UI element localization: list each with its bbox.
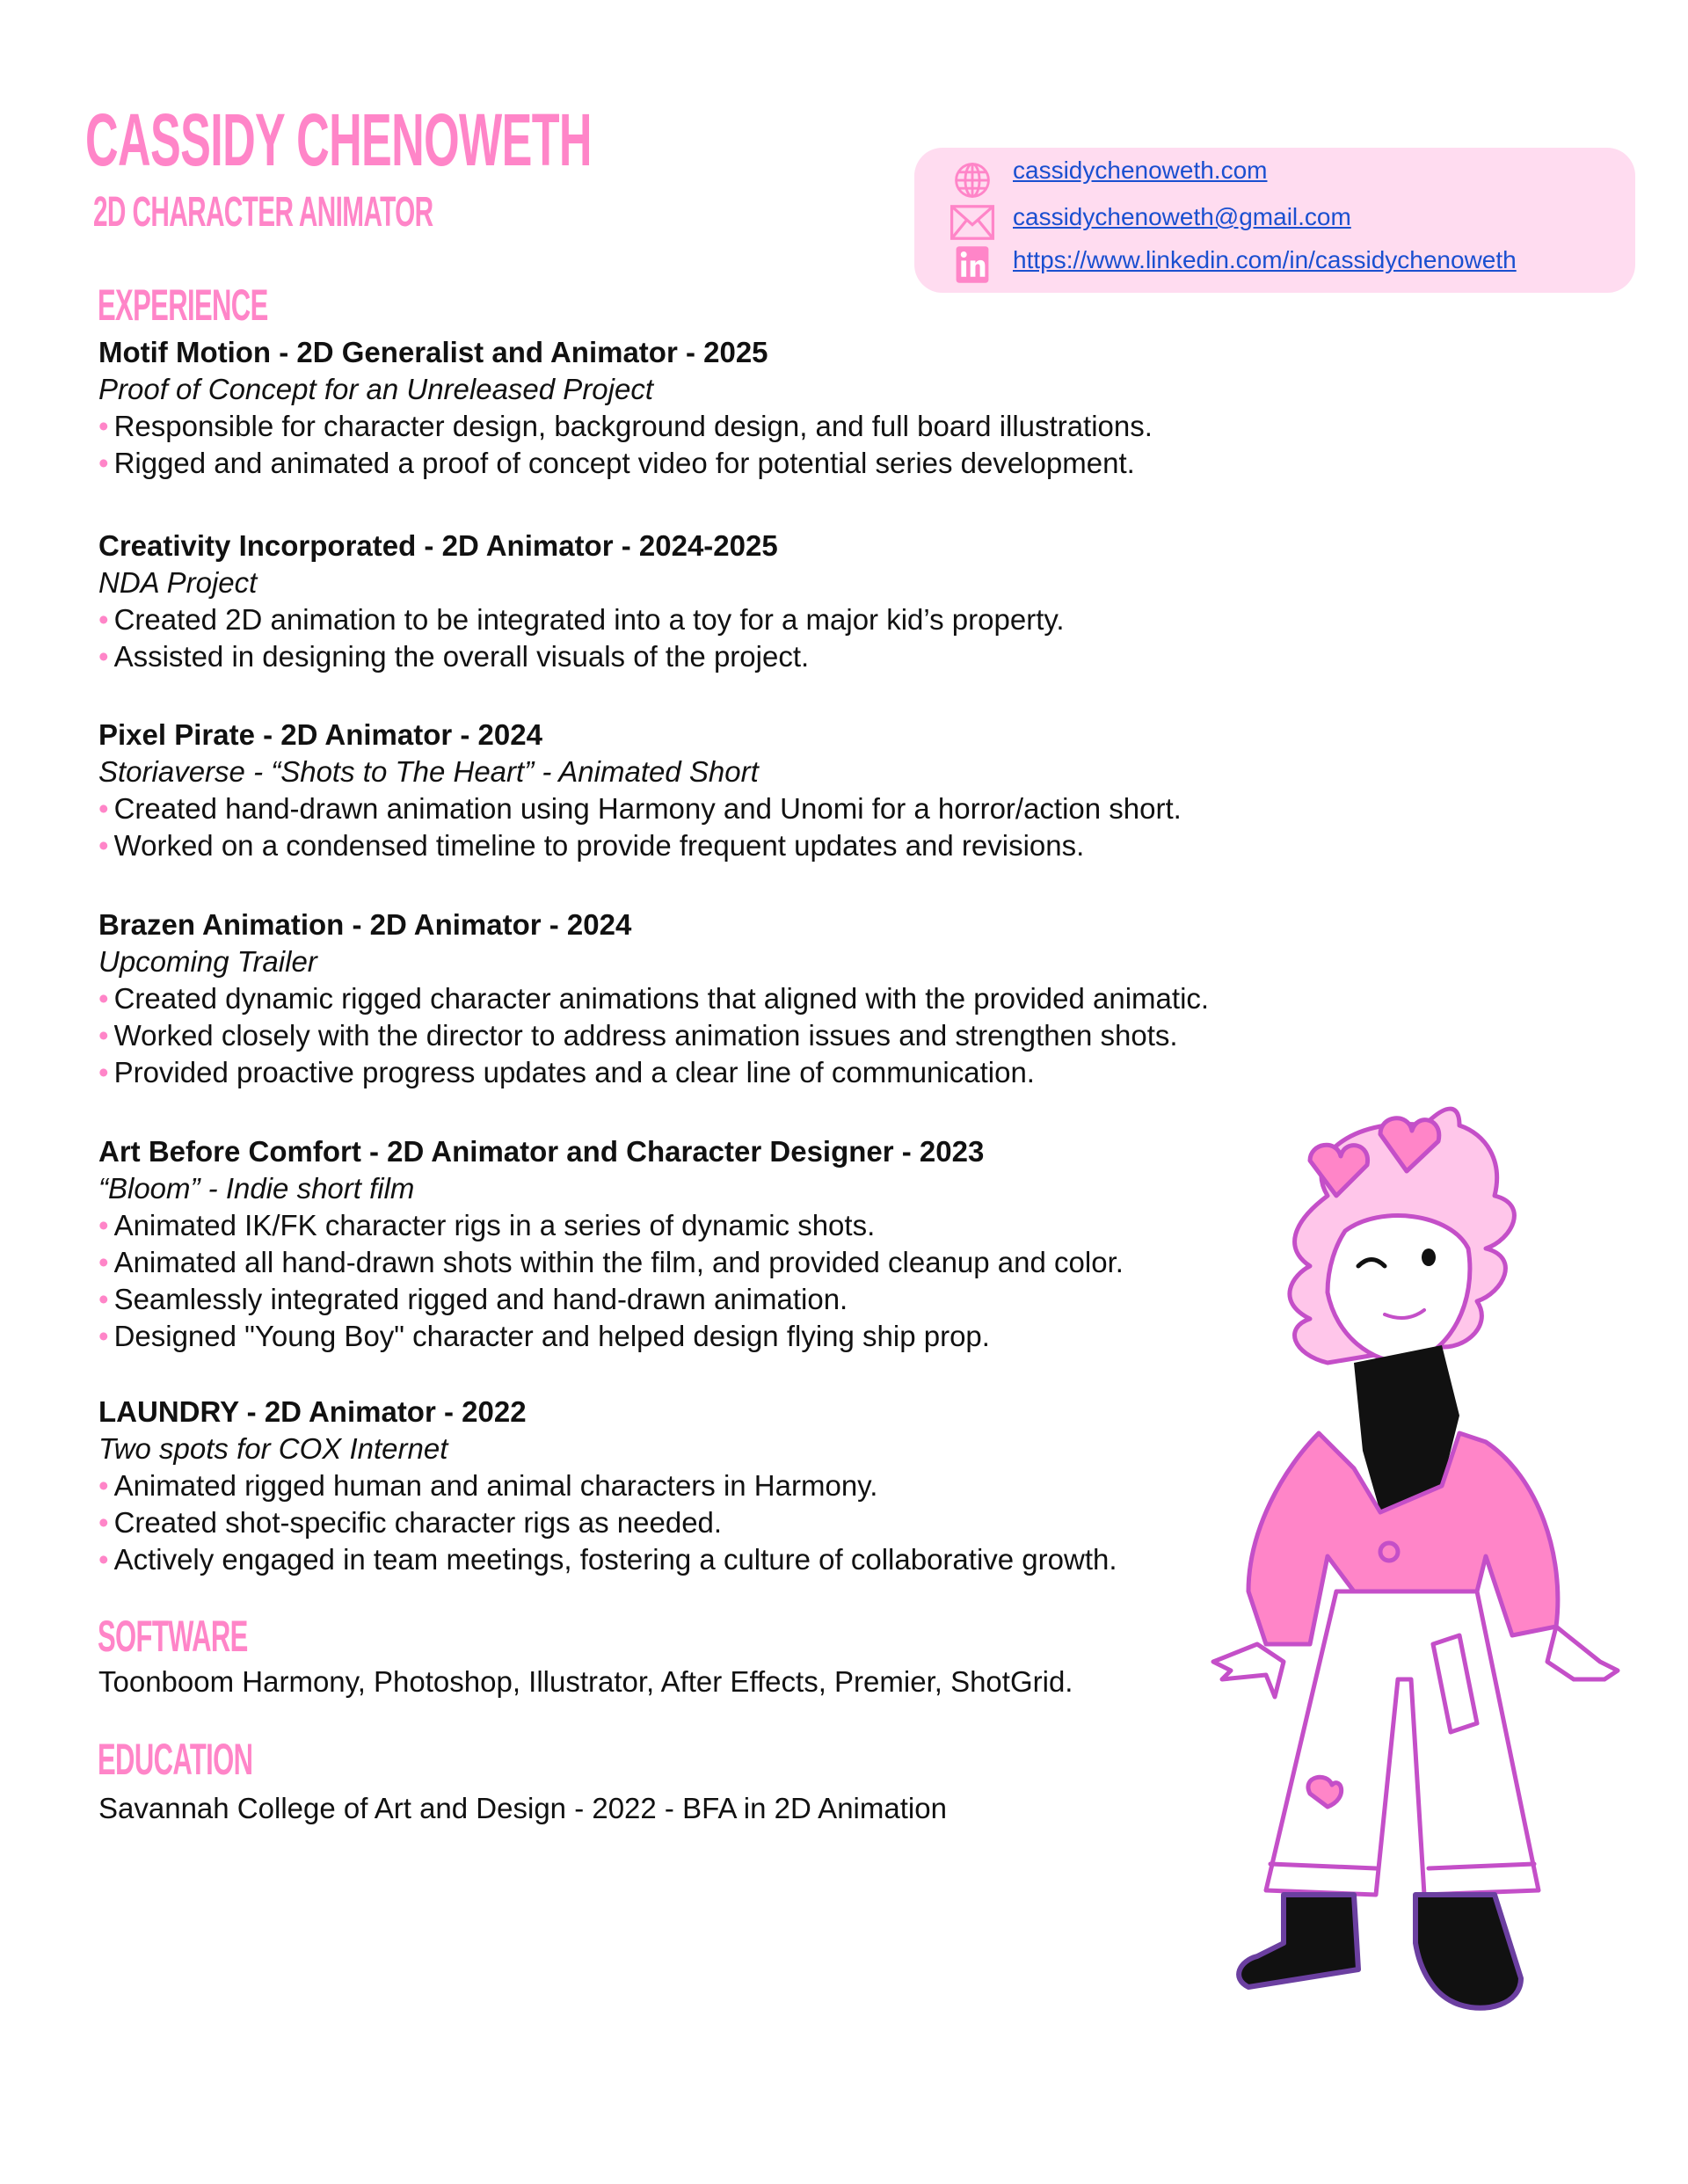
left-boot — [1239, 1895, 1358, 1987]
linkedin-link[interactable]: https://www.linkedin.com/in/cassidychenoweth — [1013, 246, 1517, 273]
right-boot — [1415, 1895, 1521, 2008]
email-link[interactable]: cassidychenoweth@gmail.com — [1013, 203, 1351, 230]
bullet-dot: • — [98, 1543, 109, 1576]
globe-icon — [950, 160, 995, 200]
job-project: “Bloom” - Indie short film — [98, 1172, 415, 1205]
job-project: Storiaverse - “Shots to The Heart” - Animated Short — [98, 755, 759, 788]
job-bullet: • Actively engaged in team meetings, fostering a culture of collaborative growth. — [98, 1543, 1117, 1576]
job-project: Proof of Concept for an Unreleased Project — [98, 373, 654, 405]
job-project: NDA Project — [98, 566, 258, 599]
job-bullet: • Created shot-specific character rigs as needed. — [98, 1506, 723, 1539]
contact-linkedin-row — [950, 244, 995, 285]
experience-entry — [98, 717, 1182, 864]
right-hand — [1547, 1627, 1618, 1679]
experience-entry — [98, 1133, 1124, 1355]
job-bullet: • Assisted in designing the overall visuals of the project. — [98, 640, 810, 673]
linkedin-icon — [950, 244, 995, 285]
bullet-dot: • — [98, 1320, 109, 1352]
character-illustration — [1196, 1099, 1626, 2093]
website-link[interactable]: cassidychenoweth.com — [1013, 157, 1268, 184]
contact-website-row — [950, 160, 995, 200]
job-bullet: • Seamlessly integrated rigged and hand-drawn animation. — [98, 1283, 848, 1315]
experience-entry — [98, 1394, 1117, 1578]
software-list: Toonboom Harmony, Photoshop, Illustrator, After Effects, Premier, ShotGrid. — [98, 1665, 1073, 1698]
bullet-dot: • — [98, 1469, 109, 1502]
job-bullet: • Provided proactive progress updates and a clear line of communication. — [98, 1056, 1035, 1088]
bullet-dot: • — [98, 447, 109, 479]
candidate-role: 2D CHARACTER ANIMATOR — [93, 189, 433, 236]
job-title: LAUNDRY - 2D Animator - 2022 — [98, 1395, 527, 1428]
job-project: Two spots for COX Internet — [98, 1432, 448, 1465]
mail-icon — [950, 202, 995, 243]
job-bullet: • Created 2D animation to be integrated into a toy for a major kid’s property. — [98, 603, 1065, 636]
job-bullet: • Rigged and animated a proof of concept video for potential series development. — [98, 447, 1135, 479]
education-entry: Savannah College of Art and Design - 2022 - BFA in 2D Animation — [98, 1792, 947, 1824]
candidate-name: CASSIDY CHENOWETH — [85, 98, 592, 181]
job-bullet: • Worked on a condensed timeline to provide frequent updates and revisions. — [98, 829, 1085, 862]
job-bullet: • Created hand-drawn animation using Harmony and Unomi for a horror/action short. — [98, 792, 1182, 825]
job-bullet: • Responsible for character design, background design, and full board illustrations. — [98, 410, 1153, 442]
bullet-dot: • — [98, 640, 109, 673]
bullet-dot: • — [98, 792, 109, 825]
experience-entry — [98, 334, 1153, 482]
job-title: Motif Motion - 2D Generalist and Animator - 2025 — [98, 336, 768, 368]
bullet-dot: • — [98, 603, 109, 636]
bullet-dot: • — [98, 1246, 109, 1278]
job-bullet: • Worked closely with the director to address animation issues and strengthen shots. — [98, 1019, 1178, 1052]
experience-entry — [98, 906, 1209, 1091]
job-title: Pixel Pirate - 2D Animator - 2024 — [98, 718, 542, 751]
bullet-dot: • — [98, 1019, 109, 1052]
job-bullet: • Animated rigged human and animal characters in Harmony. — [98, 1469, 878, 1502]
section-title-education: EDUCATION — [98, 1735, 253, 1784]
job-project: Upcoming Trailer — [98, 945, 317, 978]
job-bullet: • Animated IK/FK character rigs in a series of dynamic shots. — [98, 1209, 876, 1241]
section-title-software: SOFTWARE — [98, 1612, 248, 1661]
bullet-dot: • — [98, 982, 109, 1015]
job-bullet: • Created dynamic rigged character animations that aligned with the provided animatic. — [98, 982, 1210, 1015]
left-hand — [1213, 1644, 1284, 1697]
job-bullet: • Animated all hand-drawn shots within the film, and provided cleanup and color. — [98, 1246, 1124, 1278]
job-bullet: • Designed "Young Boy" character and helped design flying ship prop. — [98, 1320, 990, 1352]
contact-box — [914, 148, 1635, 293]
job-title: Art Before Comfort - 2D Animator and Character Designer - 2023 — [98, 1135, 985, 1168]
experience-entry — [98, 528, 1065, 675]
bullet-dot: • — [98, 410, 109, 442]
bullet-dot: • — [98, 829, 109, 862]
job-title: Brazen Animation - 2D Animator - 2024 — [98, 908, 632, 941]
job-title: Creativity Incorporated - 2D Animator - 2024-2025 — [98, 529, 778, 562]
contact-email-row — [950, 202, 995, 243]
section-title-experience: EXPERIENCE — [98, 280, 268, 330]
bullet-dot: • — [98, 1056, 109, 1088]
bullet-dot: • — [98, 1283, 109, 1315]
bullet-dot: • — [98, 1209, 109, 1241]
bullet-dot: • — [98, 1506, 109, 1539]
